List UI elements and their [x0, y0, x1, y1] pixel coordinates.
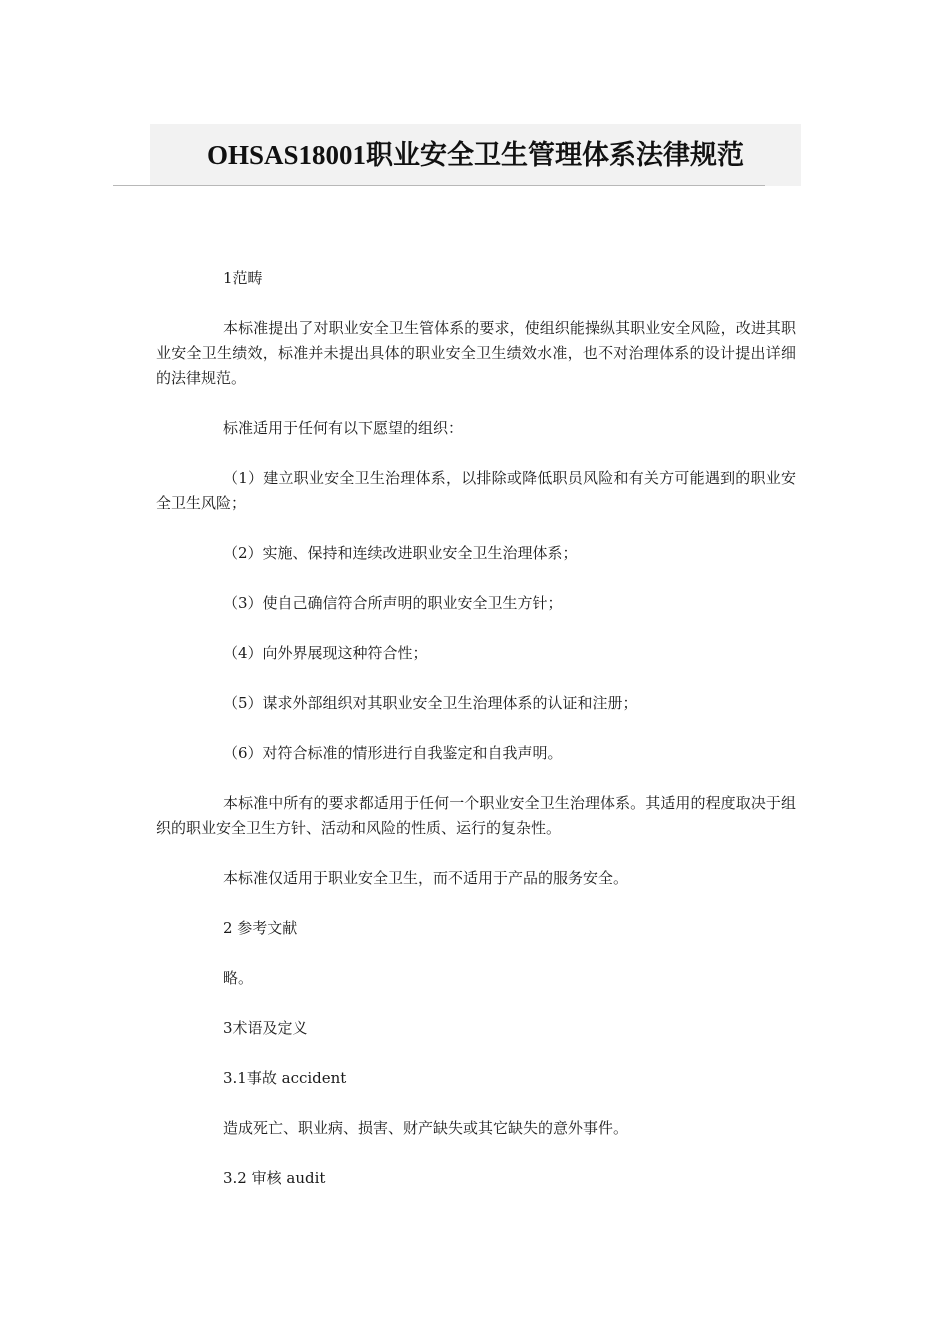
section-heading-scope: 1范畴: [223, 269, 263, 287]
document-body: [156, 266, 796, 1191]
paragraph-scope-intro: 本标准提出了对职业安全卫生管体系的要求，使组织能操纵其职业安全风险，改进其职业安全卫生绩效，标准并未提出具体的职业安全卫生绩效水准，也不对治理体系的设计提出详细的法律规范。: [156, 319, 796, 387]
title-divider: [113, 185, 765, 186]
paragraph-requirements: 本标准中所有的要求都适用于任何一个职业安全卫生治理体系。其适用的程度取决于组织的职业安全卫生方针、活动和风险的性质、运行的复杂性。: [156, 794, 796, 837]
document-title: OHSAS18001职业安全卫生管理体系法律规范: [206, 140, 745, 170]
term-heading-audit: 3.2 审核 audit: [223, 1169, 326, 1187]
list-item-3: （3）使自己确信符合所声明的职业安全卫生方针；: [223, 594, 563, 612]
list-item-6: （6）对符合标准的情形进行自我鉴定和自我声明。: [223, 744, 563, 762]
list-item-5: （5）谋求外部组织对其职业安全卫生治理体系的认证和注册；: [223, 694, 638, 712]
paragraph-omitted: 略。: [223, 969, 254, 987]
section-heading-terms: 3术语及定义: [223, 1019, 308, 1037]
term-heading-accident: 3.1事故 accident: [223, 1069, 347, 1087]
list-item-4: （4）向外界展现这种符合性；: [223, 644, 428, 662]
list-item-1: （1）建立职业安全卫生治理体系，以排除或降低职员风险和有关方可能遇到的职业安全卫生风险；: [156, 469, 796, 512]
term-definition-accident: 造成死亡、职业病、损害、财产缺失或其它缺失的意外事件。: [223, 1119, 629, 1137]
list-item-2: （2）实施、保持和连续改进职业安全卫生治理体系；: [223, 544, 578, 562]
paragraph-limitation: 本标准仅适用于职业安全卫生，而不适用于产品的服务安全。: [223, 869, 629, 887]
paragraph-applicability: 标准适用于任何有以下愿望的组织：: [223, 419, 464, 437]
section-heading-references: 2 参考文献: [223, 919, 298, 937]
